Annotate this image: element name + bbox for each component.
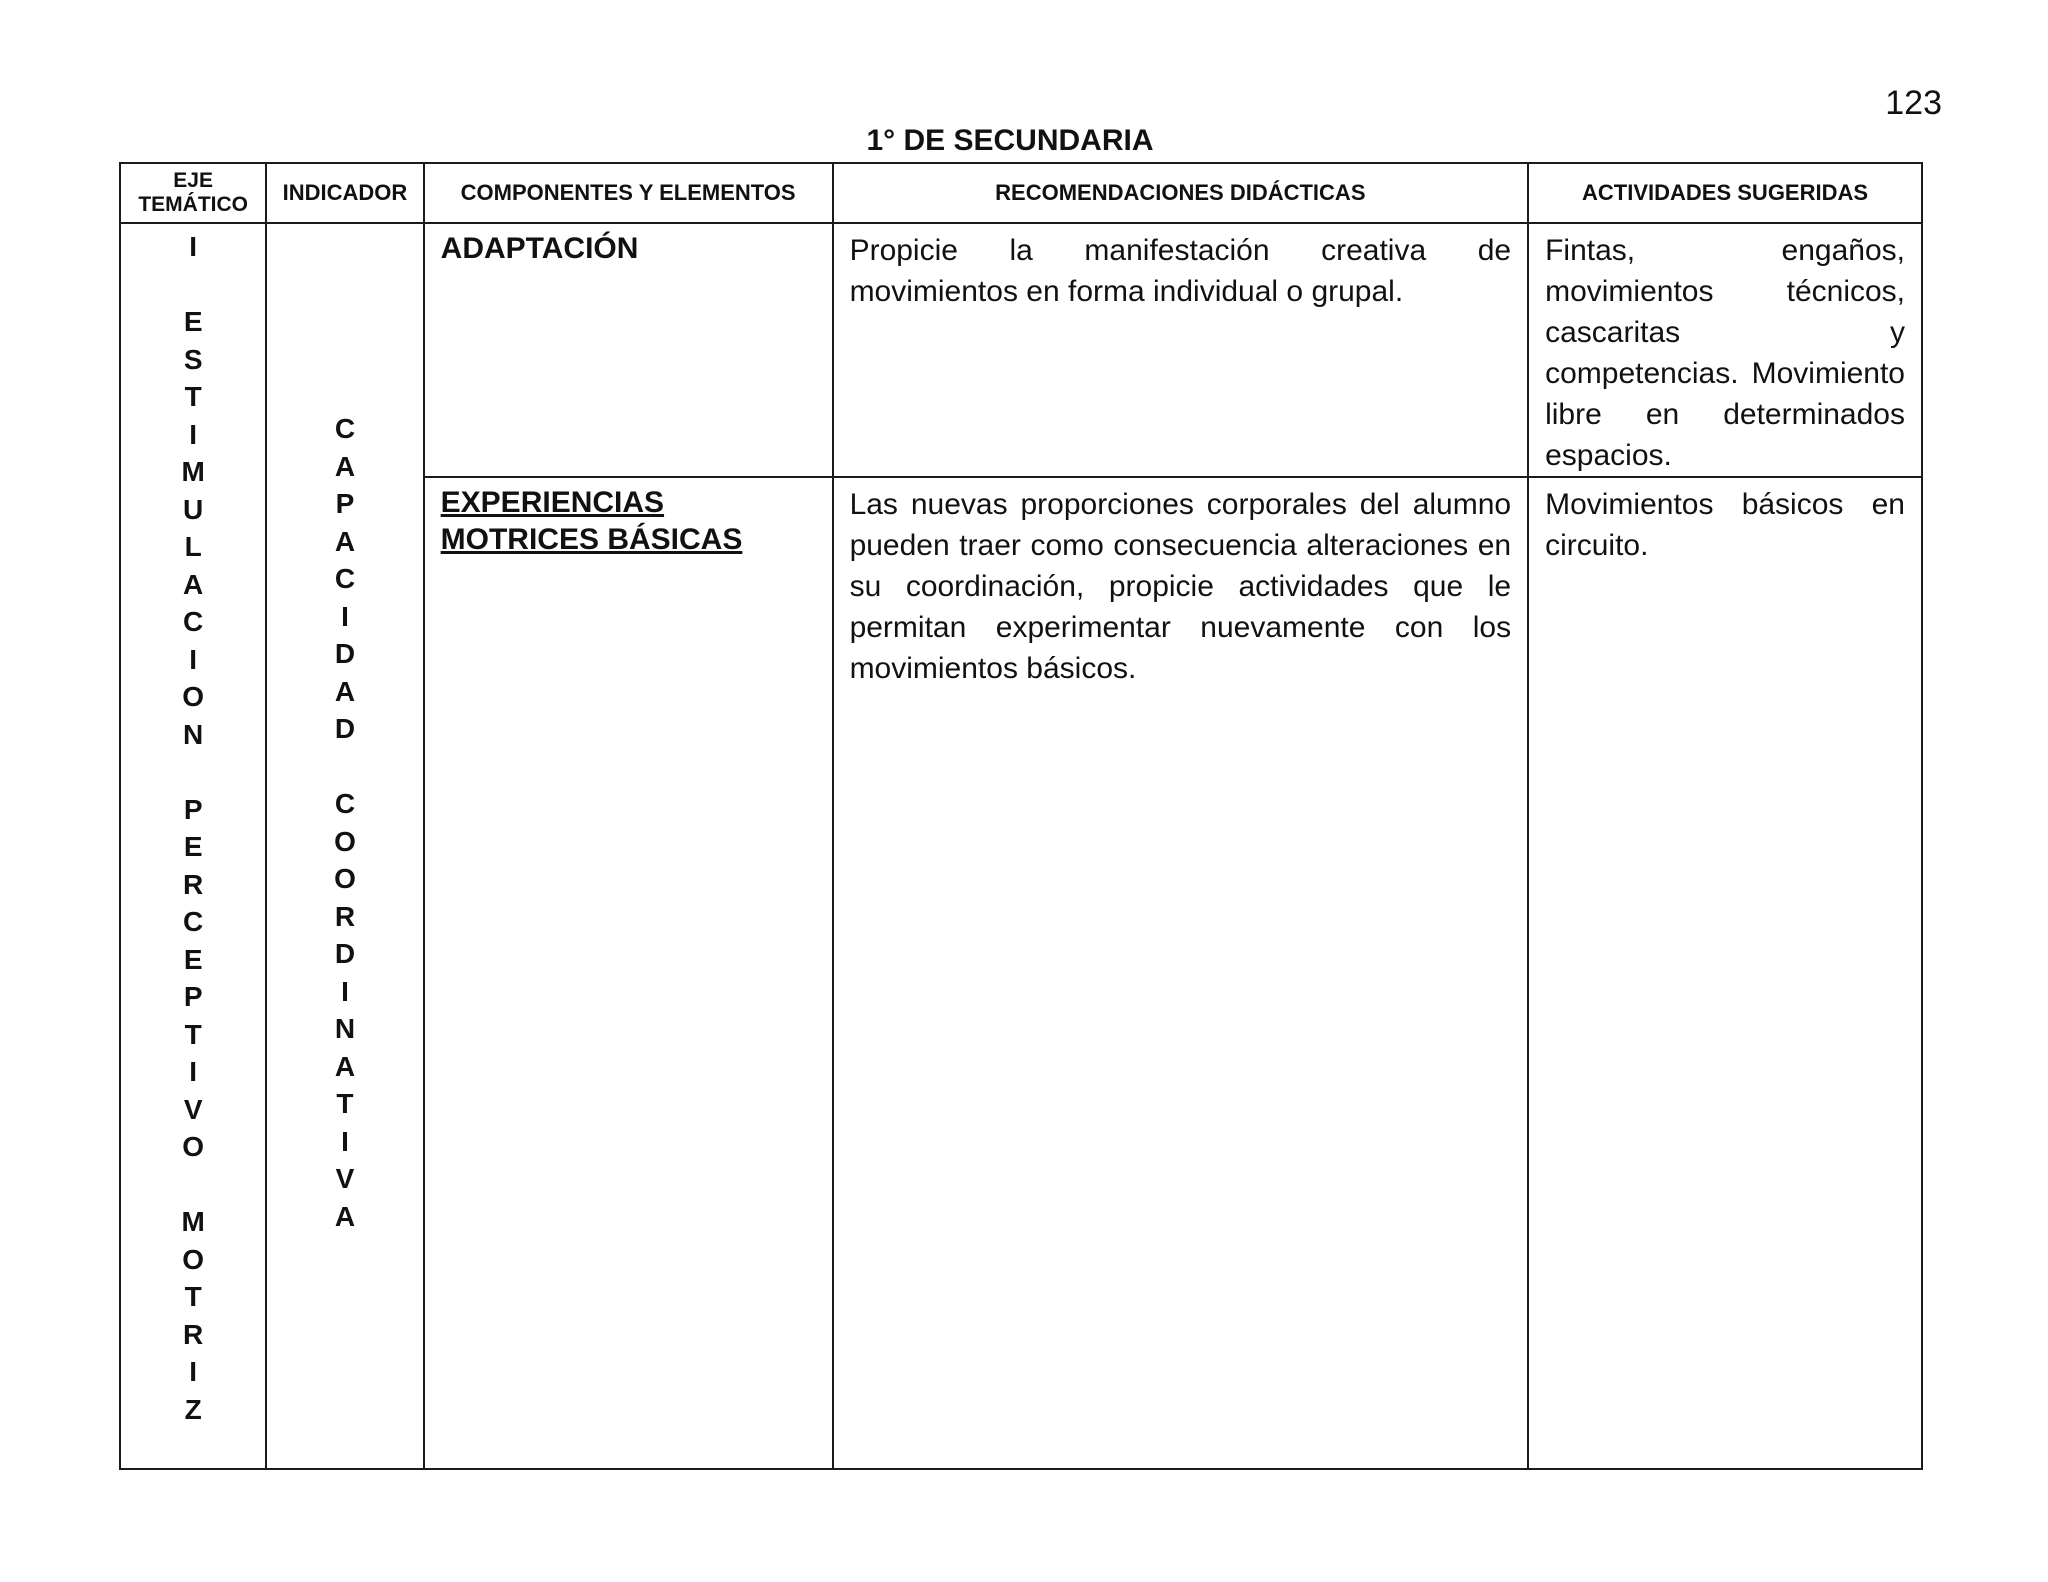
header-recomendaciones: RECOMENDACIONES DIDÁCTICAS	[833, 163, 1529, 223]
eje-tematico-letter	[189, 1166, 197, 1204]
actividad-cell	[1528, 477, 1922, 1469]
indicador-letter: C	[334, 413, 356, 444]
indicador-letter: A	[334, 450, 356, 482]
eje-tematico-letter: T	[184, 1018, 202, 1050]
eje-tematico-letter: I	[189, 1356, 198, 1387]
componente-title: EXPERIENCIAS MOTRICES BÁSICAS	[440, 486, 743, 556]
eje-tematico-cell	[120, 223, 266, 1469]
indicador-letter: I	[341, 600, 349, 632]
indicador-letter: T	[336, 1088, 354, 1119]
indicador-letter: A	[334, 525, 356, 557]
recomendacion-cell	[833, 223, 1529, 477]
indicador-letter: A	[334, 1200, 356, 1232]
indicador-letter: A	[334, 1050, 356, 1082]
eje-tematico-letter: E	[183, 943, 203, 975]
indicador-letter: D	[334, 938, 356, 969]
eje-tematico-letter: L	[184, 531, 202, 562]
indicador-letter: R	[334, 900, 356, 932]
eje-tematico-letter: Z	[184, 1393, 202, 1425]
eje-tematico-letter: C	[183, 906, 204, 937]
eje-tematico-letter: T	[184, 381, 202, 412]
indicador-letter: N	[334, 1013, 356, 1044]
indicador-letter: O	[334, 825, 356, 857]
eje-tematico-letter: S	[183, 343, 203, 375]
eje-tematico-letter: U	[183, 493, 204, 525]
header-row	[120, 163, 1922, 223]
page-number: 123	[1885, 84, 1942, 122]
eje-tematico-letter: P	[183, 793, 203, 825]
actividad-cell	[1528, 223, 1922, 477]
indicador-letter: O	[334, 863, 356, 894]
document-title: 1° DE SECUNDARIA	[866, 124, 1154, 157]
table-row	[120, 223, 1922, 477]
header-eje-tematico	[120, 163, 266, 223]
header-eje-line1: EJE	[173, 169, 213, 192]
actividad-text: Movimientos básicos en circuito.	[1545, 488, 1905, 562]
indicador-vertical-text	[267, 224, 422, 1235]
indicador-letter: I	[341, 975, 349, 1007]
eje-tematico-letter: I	[189, 231, 198, 262]
header-indicador: INDICADOR	[266, 163, 423, 223]
eje-tematico-letter: I	[189, 643, 198, 675]
indicador-letter: D	[334, 713, 356, 744]
eje-tematico-letter: O	[182, 681, 205, 712]
eje-tematico-letter: R	[183, 868, 204, 900]
eje-tematico-letter: M	[181, 456, 205, 487]
eje-tematico-letter: I	[189, 1056, 198, 1087]
componente-cell	[424, 223, 833, 477]
eje-tematico-letter: E	[183, 831, 203, 862]
eje-tematico-letter: C	[183, 606, 204, 637]
header-actividades: ACTIVIDADES SUGERIDAS	[1528, 163, 1922, 223]
indicador-letter: I	[341, 1125, 349, 1157]
indicador-letter: A	[334, 675, 356, 707]
indicador-letter	[341, 748, 349, 786]
eje-tematico-letter: P	[183, 981, 203, 1012]
eje-tematico-letter: R	[183, 1318, 204, 1350]
actividad-text: Fintas, engaños, movimientos técnicos, cascaritas y competencias. Movimiento libre en determinados espacios.	[1545, 234, 1905, 472]
eje-tematico-letter	[189, 753, 197, 791]
recomendacion-text: Propicie la manifestación creativa de movimientos en forma individual o grupal.	[849, 234, 1512, 308]
indicador-letter: P	[335, 488, 355, 519]
eje-tematico-letter: T	[184, 1281, 202, 1312]
header-eje-line2: TEMÁTICO	[138, 193, 248, 216]
header-componentes: COMPONENTES Y ELEMENTOS	[424, 163, 833, 223]
eje-tematico-letter: I	[189, 418, 198, 450]
indicador-cell	[266, 223, 423, 1469]
eje-tematico-letter: O	[182, 1131, 205, 1162]
eje-tematico-vertical-text	[121, 224, 265, 1428]
eje-tematico-letter: A	[183, 568, 204, 600]
componente-title: ADAPTACIÓN	[440, 232, 639, 265]
recomendacion-text: Las nuevas proporciones corporales del alumno pueden traer como consecuencia alteraciones en su coordinación, propicie actividades que le permitan experimentar nuevamente con los movimientos básicos.	[849, 488, 1512, 685]
indicador-letter: V	[335, 1163, 355, 1194]
eje-tematico-letter: M	[181, 1206, 205, 1237]
recomendacion-cell	[833, 477, 1529, 1469]
eje-tematico-letter: N	[183, 718, 204, 750]
eje-tematico-letter: O	[182, 1243, 205, 1275]
program-table	[119, 162, 1923, 1470]
indicador-letter: C	[334, 563, 356, 594]
eje-tematico-letter: E	[183, 306, 203, 337]
eje-tematico-letter	[189, 266, 197, 304]
eje-tematico-letter: V	[183, 1093, 203, 1125]
indicador-letter: D	[334, 638, 356, 669]
componente-cell	[424, 477, 833, 1469]
indicador-letter: C	[334, 788, 356, 819]
